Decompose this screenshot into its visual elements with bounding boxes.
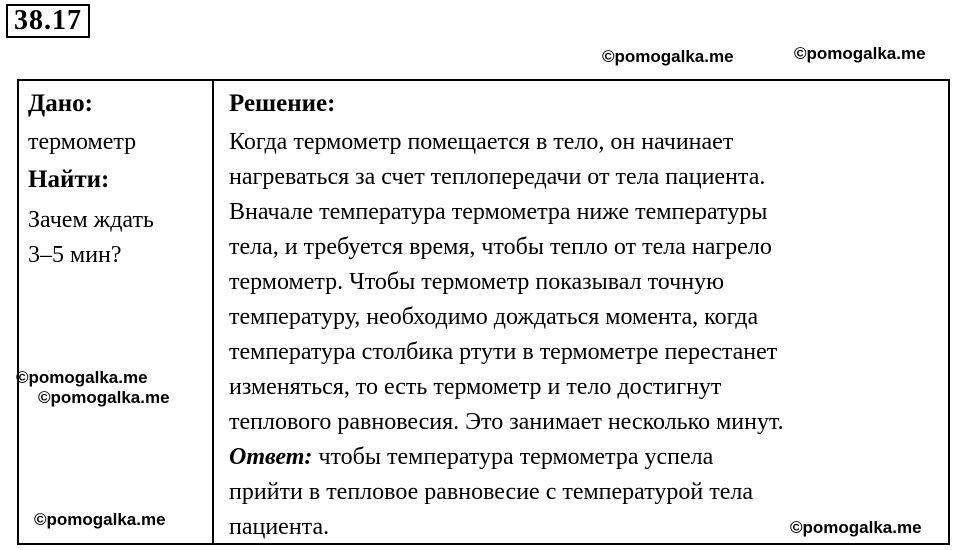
solution-line: температура столбика ртути в термометре перестанет <box>229 339 778 365</box>
solution-line: изменяться, то есть термометр и тело достигнут <box>229 374 722 400</box>
answer-label: Ответ: <box>229 444 313 470</box>
given-value: термометр <box>28 129 137 155</box>
solution-line: теплового равновесия. Это занимает несколько минут. <box>229 409 784 435</box>
solution-line: температуру, необходимо дождаться момента, когда <box>229 304 759 330</box>
task-number: 38.17 <box>6 4 90 38</box>
solution-label: Решение: <box>229 90 336 117</box>
solution-line: Когда термометр помещается в тело, он начинает <box>229 129 734 155</box>
find-label: Найти: <box>28 166 110 193</box>
watermark: ©pomogalka.me <box>16 368 148 387</box>
solution-line: тела, и требуется время, чтобы тепло от тела нагрело <box>229 234 772 260</box>
answer-text: чтобы температура термометра успела <box>312 444 714 470</box>
watermark: ©pomogalka.me <box>602 47 734 66</box>
find-question <box>28 203 208 273</box>
answer-line: пациента. <box>229 514 330 540</box>
solution-table <box>17 79 950 545</box>
answer-line <box>229 440 949 475</box>
given-column <box>28 85 208 273</box>
watermark: ©pomogalka.me <box>790 518 922 537</box>
solution-line: Вначале температура термометра ниже температуры <box>229 199 768 225</box>
watermark: ©pomogalka.me <box>38 388 170 407</box>
column-divider <box>212 81 214 543</box>
solution-column <box>229 85 949 545</box>
find-question-line: Зачем ждать <box>28 207 154 233</box>
solution-line: термометр. Чтобы термометр показывал точную <box>229 269 725 295</box>
solution-text <box>229 125 949 545</box>
solution-line: нагреваться за счет теплопередачи от тела пациента. <box>229 164 766 190</box>
find-question-line: 3–5 мин? <box>28 242 122 268</box>
watermark: ©pomogalka.me <box>794 44 926 63</box>
watermark: ©pomogalka.me <box>34 510 166 529</box>
given-label: Дано: <box>28 90 93 117</box>
answer-line: прийти в тепловое равновесие с температурой тела <box>229 479 753 505</box>
